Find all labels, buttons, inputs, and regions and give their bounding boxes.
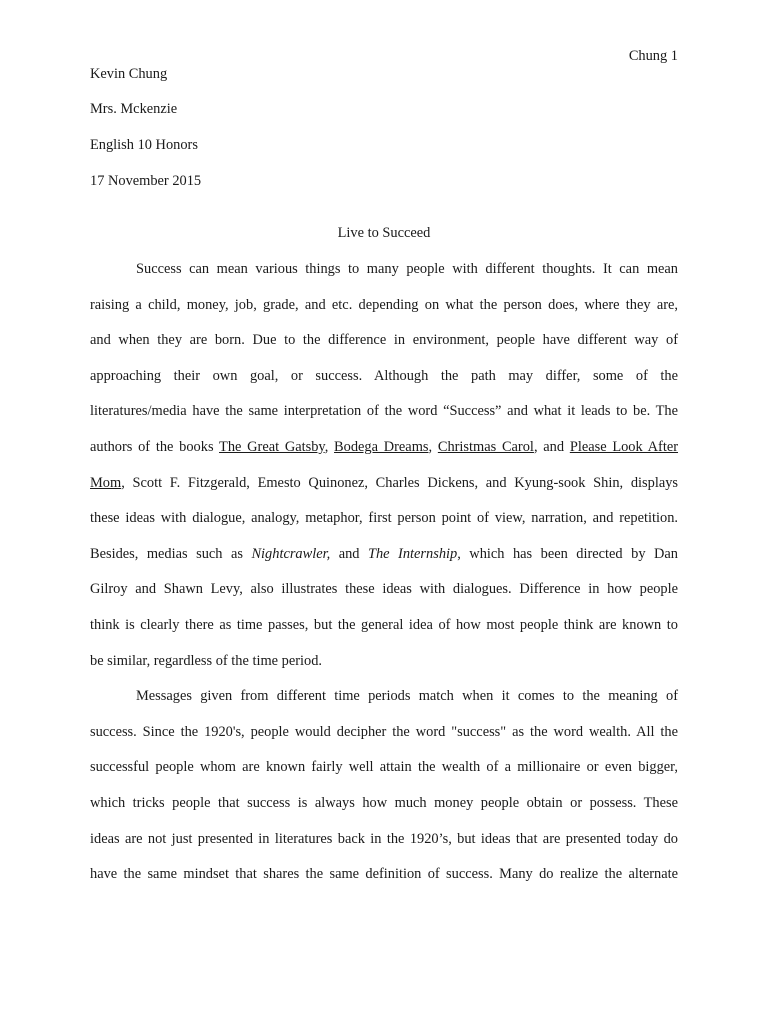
text-line: [90, 436, 678, 472]
text-run: authors of the books: [90, 438, 220, 455]
text-line: think is clearly there as time passes, but the general idea of how most people think are known to: [90, 616, 678, 633]
text-line: which tricks people that success is always how much money people obtain or possess. These: [90, 794, 678, 811]
media-title: Nightcrawler,: [251, 545, 331, 562]
author-name: Kevin Chung: [90, 66, 168, 82]
text-run: and: [330, 545, 368, 562]
paragraph-1: [90, 258, 678, 685]
book-title: Mom: [90, 474, 122, 491]
text-line: [90, 543, 678, 579]
book-title: Please Look After: [569, 438, 679, 455]
text-run: ,: [428, 438, 438, 455]
text-line: success. Since the 1920's, people would decipher the word "success" as the word wealth. All the: [90, 723, 678, 740]
text-line: approaching their own goal, or success. Although the path may differ, some of the: [90, 367, 678, 384]
teacher-name: Mrs. Mckenzie: [90, 101, 178, 117]
course-name: English 10 Honors: [90, 137, 198, 153]
text-run: , Scott F. Fitzgerald, Emesto Quinonez, Charles Dickens, and Kyung-sook Shin, displays: [121, 474, 678, 491]
essay-title: Live to Succeed: [337, 225, 431, 241]
paragraph-2: [90, 685, 678, 899]
text-line: literatures/media have the same interpretation of the word “Success” and what it leads to be. The: [90, 403, 678, 420]
book-title: Christmas Carol: [437, 438, 534, 455]
text-line: [90, 472, 678, 508]
text-line: be similar, regardless of the time period.: [90, 652, 322, 669]
text-line: Messages given from different time periods match when it comes to the meaning of: [136, 688, 678, 705]
text-line: Gilroy and Shawn Levy, also illustrates these ideas with dialogues. Difference in how people: [90, 581, 678, 598]
essay-body: [90, 258, 678, 899]
text-line: and when they are born. Due to the difference in environment, people have different way of: [90, 332, 678, 349]
text-run: , which has been directed by Dan: [457, 545, 678, 562]
text-line: ideas are not just presented in literatures back in the 1920’s, but ideas that are presented today do: [90, 830, 678, 847]
text-run: ,: [324, 438, 335, 455]
book-title: Bodega Dreams: [334, 438, 429, 455]
text-line: raising a child, money, job, grade, and etc. depending on what the person does, where they are,: [90, 296, 678, 313]
running-head: Chung 1: [628, 48, 678, 64]
text-run: , and: [533, 438, 570, 455]
book-title: The Great Gatsby: [219, 438, 325, 455]
text-run: Besides, medias such as: [90, 545, 252, 562]
essay-date: 17 November 2015: [90, 173, 202, 189]
media-title: The Internship: [367, 545, 458, 562]
text-line: Success can mean various things to many people with different thoughts. It can mean: [136, 261, 678, 277]
text-line: have the same mindset that shares the same definition of success. Many do realize the alternate: [90, 866, 678, 883]
text-line: successful people whom are known fairly well attain the wealth of a millionaire or even bigger,: [90, 759, 678, 776]
text-line: these ideas with dialogue, analogy, metaphor, first person point of view, narration, and repetition.: [90, 510, 678, 527]
